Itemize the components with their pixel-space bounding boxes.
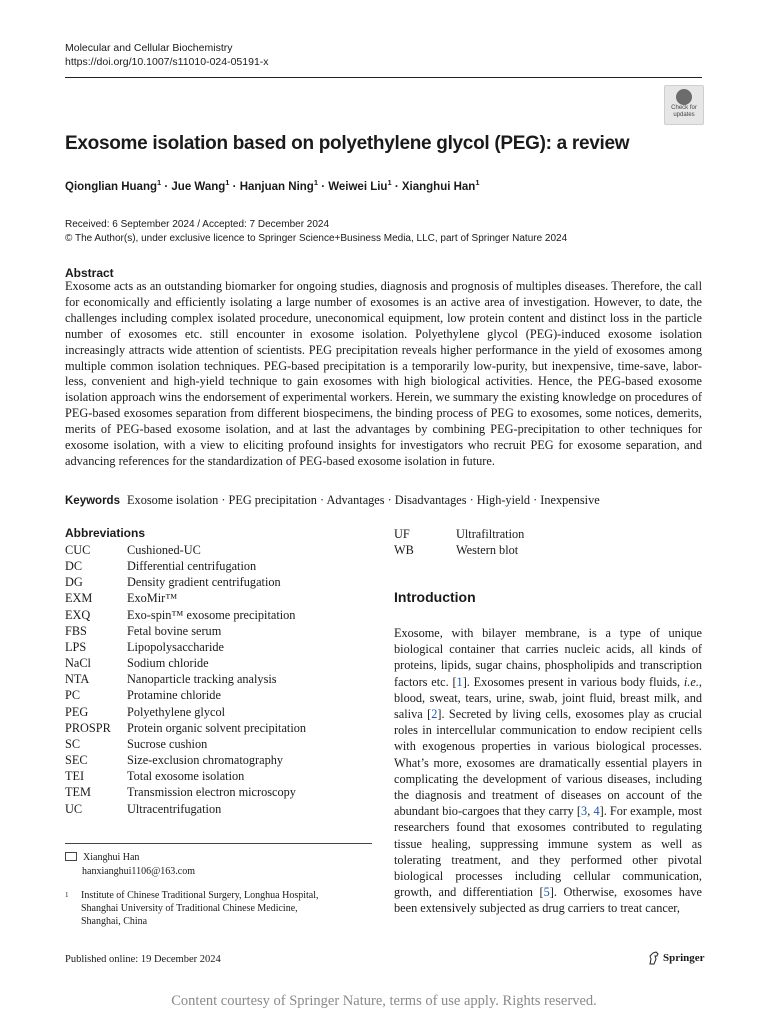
abbr-key: PROSPR: [65, 720, 111, 735]
citation-link[interactable]: 3: [581, 804, 588, 819]
abbr-key: EXM: [65, 591, 93, 606]
intro-text-segment: ]. For example, most researchers found that exosomes contributed to regulating tissue healing, suppressing immune system as well as tolerating treatment, and they performed other pivotal biological processes including cellular communication, growth, and differentiation [: [394, 804, 702, 900]
abbr-key: SEC: [65, 753, 88, 768]
abbreviation-row: [65, 542, 306, 558]
abbreviation-row: [65, 671, 306, 687]
author-name[interactable]: Weiwei Liu: [328, 180, 388, 193]
abbreviation-row: [65, 590, 306, 606]
abbr-key: NaCl: [65, 656, 91, 671]
intro-text-segment: ]. Secreted by living cells, exosomes play as crucial roles in intercellular communication to endow recipient cells with exogenous properties in various biological processes. What’s more, exosomes are dramatically essential players in complicating the development of various diseases, including the diagnosis and treatment of diseases on account of the abundant bio-cargoes that they carry [: [394, 707, 702, 819]
content-courtesy-notice: Content courtesy of Springer Nature, terms of use apply. Rights reserved.: [171, 993, 597, 1009]
keywords: [65, 493, 600, 508]
affiliation-line: Shanghai University of Traditional Chinese Medicine,: [81, 903, 298, 914]
article-title: Exosome isolation based on polyethylene glycol (PEG): a review: [65, 133, 630, 154]
check-updates-icon: [676, 89, 692, 105]
abbreviation-row: [65, 687, 306, 703]
abbreviation-row: [65, 752, 306, 768]
contact-email[interactable]: hanxianghui1106@163.com: [82, 865, 195, 877]
abbr-key: DG: [65, 575, 83, 590]
corresponding-author: [65, 851, 195, 878]
abbr-value: Exo-spin™ exosome precipitation: [127, 607, 296, 622]
springer-logo[interactable]: [648, 951, 705, 965]
abbr-value: Ultrafiltration: [456, 527, 525, 541]
abbr-key: PC: [65, 688, 81, 703]
abbr-value: Fetal bovine serum: [127, 623, 222, 638]
abstract-text: Exosome acts as an outstanding biomarker for ongoing studies, diagnosis and prognosis of multiples diseases. Therefore, the call for economically and efficiently isolating a large number of exosomes is an active area of investigation. However, to date, the challenges including complex isolated procedure, uneconomical equipment, low protein content and distinct loss in the particle number of exosomes etc. still encounter in exosome isolation. Polyethylene glycol (PEG)-induced exosome isolation increasingly attracts wide attention of scientists. PEG precipitation reveals higher performance in the yield of exosomes among multiple common isolation techniques. PEG-based precipitation is a temporarily low-purity, but inexpensive, time-save, labor-less, convenient and high-yield technique to gain exosomes with high biological activities. Hence, the PEG-based exosome isolation approach wins the endorsement of experimental workers. Herein, we summary the existing knowledge on procedures of PEG-based exosomes separation from different biospecimens, the binding process of PEG to exosomes, some notices, demerits, merits of PEG-based exosome isolation, and at last the advantages by combining PEG-precipitation to other techniques for exosome isolation, with a view to eliciting profound insights for investigators who recruit PEG for exosome separation, and advancing references for the standardization of PEG-based exosome isolation in future.: [65, 279, 702, 468]
keywords-list: Exosome isolation · PEG precipitation · Advantages · Disadvantages · High-yield · Inexpensive: [127, 493, 600, 507]
abbr-value: Size-exclusion chromatography: [127, 753, 284, 768]
abbr-value: Protein organic solvent precipitation: [127, 720, 307, 735]
journal-header: [65, 41, 269, 69]
intro-text-segment: , blood, sweat, tears, urine, swab, joint fluid, breast milk, and saliva [: [394, 674, 702, 722]
affiliation: [65, 889, 318, 928]
author-affiliation: 1: [387, 178, 392, 187]
abbreviation-row: [65, 720, 306, 736]
intro-text-segment: ]. Exosomes present in various body fluids,: [462, 674, 684, 689]
abbreviation-row: [65, 574, 306, 590]
footnote-rule: [65, 843, 372, 844]
abbreviation-row: [65, 736, 306, 752]
received-accepted: Received: 6 September 2024 / Accepted: 7 December 2024: [65, 219, 330, 230]
abbr-value: Cushioned-UC: [127, 543, 201, 557]
abbreviation-row: [65, 655, 306, 671]
copyright-line: © The Author(s), under exclusive licence to Springer Science+Business Media, LLC, part of Springer Nature 2024: [65, 232, 568, 244]
abbreviation-row: [65, 768, 306, 784]
header-rule: [65, 77, 702, 78]
abbreviation-row: [394, 526, 524, 542]
abbr-key: FBS: [65, 623, 87, 638]
abbr-value: Nanoparticle tracking analysis: [127, 672, 277, 687]
abbr-key: EXQ: [65, 607, 91, 622]
abbr-key: TEM: [65, 785, 91, 800]
abbr-key: WB: [394, 543, 414, 558]
abbreviations-list: [65, 542, 306, 817]
abbr-key: UC: [65, 801, 83, 816]
abbreviation-row: [65, 607, 306, 623]
introduction-heading: Introduction: [394, 589, 476, 605]
journal-name: Molecular and Cellular Biochemistry: [65, 42, 233, 54]
abbr-value: Total exosome isolation: [127, 769, 245, 784]
citation-link[interactable]: 1: [456, 674, 463, 689]
keywords-label: Keywords: [65, 495, 120, 507]
abbr-value: Sucrose cushion: [127, 736, 208, 751]
intro-text-italic: i.e.: [683, 674, 699, 689]
check-line-1: Check for: [671, 105, 697, 111]
author-affiliation: 1: [157, 178, 162, 187]
check-for-updates-badge[interactable]: [664, 85, 704, 125]
envelope-icon: [65, 852, 77, 861]
abbreviations-heading: Abbreviations: [65, 526, 146, 540]
abbreviation-row: [65, 623, 306, 639]
abbreviation-row: [65, 558, 306, 574]
abbr-value: Differential centrifugation: [127, 559, 257, 574]
intro-text-segment: ]. Otherwise, exosomes have been extensively subjected as drug carriers to treat cancer,: [394, 885, 702, 916]
article-dates: [65, 218, 567, 245]
citation-link[interactable]: 4: [593, 804, 600, 819]
affiliation-number: 1: [65, 891, 69, 899]
author-name[interactable]: Hanjuan Ning: [239, 180, 314, 193]
check-line-2: updates: [673, 111, 695, 118]
abbr-value: Sodium chloride: [127, 656, 209, 671]
abbr-value: Western blot: [456, 543, 519, 558]
abbreviation-row: [65, 784, 306, 800]
abbr-key: CUC: [65, 543, 91, 557]
abbr-key: NTA: [65, 672, 90, 687]
author-affiliation: 1: [313, 178, 318, 187]
abbr-value: Polyethylene glycol: [127, 704, 226, 719]
contact-name: Xianghui Han: [83, 852, 140, 863]
author-name[interactable]: Xianghui Han: [401, 180, 476, 193]
abbreviation-row: [394, 542, 524, 558]
springer-label: Springer: [663, 952, 705, 964]
intro-text-segment: Exosome, with bilayer membrane, is a type of unique biological container that carries nucleic acids, all kinds of proteins, lipids, sugar chains, phospholipids and transcription factors etc. [: [394, 626, 702, 689]
abbr-key: SC: [65, 736, 81, 751]
author-affiliation: 1: [225, 178, 230, 187]
abbr-key: LPS: [65, 639, 87, 654]
affiliation-line: Institute of Chinese Traditional Surgery, Longhua Hospital,: [81, 890, 319, 901]
abbr-value: Density gradient centrifugation: [127, 575, 281, 590]
author-name[interactable]: Jue Wang: [171, 180, 226, 193]
introduction-text: [394, 625, 702, 917]
abbr-key: UF: [394, 527, 410, 541]
abbr-key: TEI: [65, 769, 85, 784]
abstract-heading: Abstract: [65, 266, 114, 280]
intro-text-segment: ,: [587, 804, 594, 819]
abbr-key: PEG: [65, 704, 89, 719]
springer-horse-icon: [648, 951, 660, 965]
citation-link[interactable]: 5: [543, 885, 550, 900]
published-date: Published online: 19 December 2024: [65, 954, 221, 965]
abbr-value: Ultracentrifugation: [127, 801, 222, 816]
affiliation-line: Shanghai, China: [81, 916, 148, 927]
citation-link[interactable]: 2: [431, 707, 438, 722]
abbreviation-row: [65, 704, 306, 720]
author-list: Qionglian Huang$^1$ · Jue Wang$^1$ · Hanjuan Ning$^1$ · Weiwei Liu$^1$ · Xianghui Han$^1$: [65, 178, 480, 193]
author-affiliation: 1: [475, 178, 480, 187]
abbr-value: Protamine chloride: [127, 688, 221, 703]
abbreviations-list-continued: [394, 526, 524, 558]
doi-link[interactable]: https://doi.org/10.1007/s11010-024-05191-x: [65, 56, 269, 68]
author-name[interactable]: Qionglian Huang: [65, 180, 157, 193]
abbreviation-row: [65, 639, 306, 655]
abbr-value: Lipopolysaccharide: [127, 639, 224, 654]
abbr-value: Transmission electron microscopy: [127, 785, 296, 800]
abbreviation-row: [65, 801, 306, 817]
abbr-value: ExoMir™: [127, 591, 178, 606]
abbr-key: DC: [65, 559, 83, 574]
